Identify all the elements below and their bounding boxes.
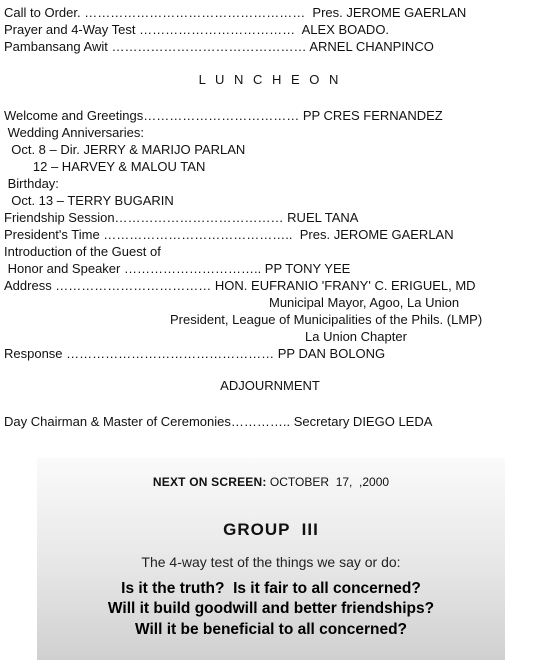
anniversary-entry: Oct. 8 – Dir. JERRY & MARIJO PARLAN bbox=[4, 142, 246, 157]
four-way-question: Is it the truth? Is it fair to all concerned? bbox=[121, 580, 421, 597]
adjournment-heading: ADJOURNMENT bbox=[220, 378, 320, 393]
next-on-screen-date: OCTOBER 17, ,2000 bbox=[266, 475, 390, 489]
program-item-response: Response ………………………………………… PP DAN BOLONG bbox=[4, 346, 386, 361]
next-on-screen-label: NEXT ON SCREEN: bbox=[152, 475, 267, 489]
program-item-prayer: Prayer and 4-Way Test ……………………………… ALEX BOADO. bbox=[4, 22, 390, 37]
program-item-friendship: Friendship Session………………………………… RUEL TANA bbox=[4, 210, 359, 225]
group-title: GROUP III bbox=[223, 520, 319, 539]
luncheon-heading: L U N C H E O N bbox=[198, 72, 342, 87]
program-item-call-to-order: Call to Order. …………………………………………… Pres. JEROME GAERLAN bbox=[4, 5, 467, 20]
program-item-anthem: Pambansang Awit ……………………………………… ARNEL CHANPINCO bbox=[4, 39, 434, 54]
four-way-question: Will it be beneficial to all concerned? bbox=[134, 621, 408, 638]
birthday-label: Birthday: bbox=[4, 176, 59, 191]
speaker-title-lmp: President, League of Municipalities of the Phils. (LMP) bbox=[170, 312, 483, 327]
speaker-title-mayor: Municipal Mayor, Agoo, La Union bbox=[269, 295, 460, 310]
speaker-title-chapter: La Union Chapter bbox=[305, 329, 407, 344]
four-way-test-subtitle: The 4-way test of the things we say or do: bbox=[141, 554, 401, 570]
program-item-address: Address ……………………………… HON. EUFRANIO 'FRANY' C. ERIGUEL, MD bbox=[4, 278, 476, 293]
birthday-entry: Oct. 13 – TERRY BUGARIN bbox=[4, 193, 174, 208]
wedding-anniversaries-label: Wedding Anniversaries: bbox=[4, 125, 144, 140]
next-on-screen bbox=[37, 475, 505, 489]
program-item-presidents-time: President's Time …………………………………….. Pres. JEROME GAERLAN bbox=[4, 227, 454, 242]
program-item-welcome: Welcome and Greetings……………………………… PP CRES FERNANDEZ bbox=[4, 108, 443, 123]
program-item-introduction: Introduction of the Guest of bbox=[4, 244, 161, 259]
anniversary-entry: 12 – HARVEY & MALOU TAN bbox=[4, 159, 206, 174]
four-way-question: Will it build goodwill and better friendships? bbox=[107, 600, 435, 617]
day-chairman-line: Day Chairman & Master of Ceremonies………….. Secretary DIEGO LEDA bbox=[4, 414, 433, 429]
program-item-introduction-cont: Honor and Speaker ………………………….. PP TONY YEE bbox=[4, 261, 351, 276]
four-way-test-panel bbox=[37, 458, 505, 660]
